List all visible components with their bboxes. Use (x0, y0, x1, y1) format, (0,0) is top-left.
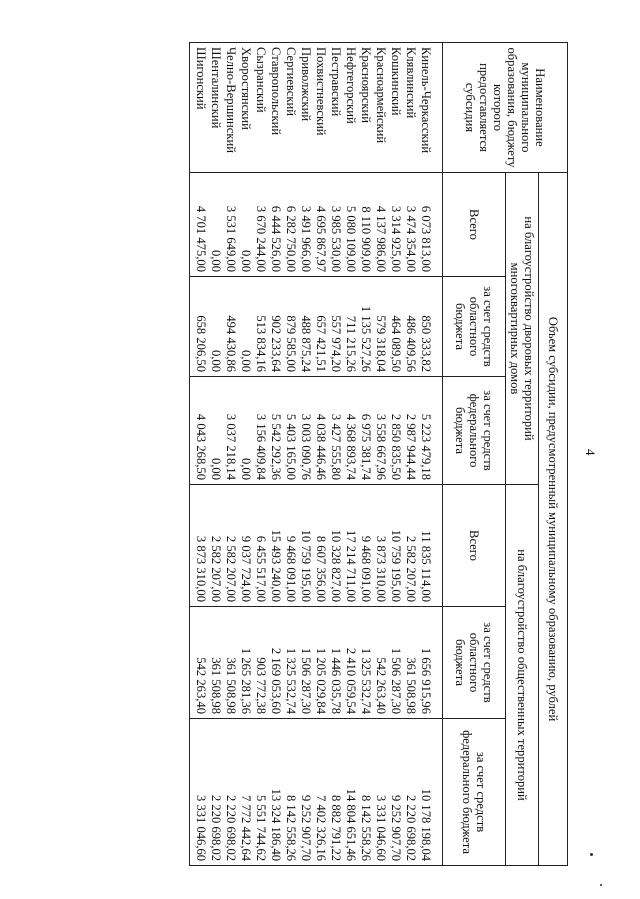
public-regional-cell: 361 508,98 (404, 607, 419, 719)
courtyard-federal-cell: 4 043 268,50 (190, 377, 210, 485)
courtyard-federal-cell: 2 987 944,44 (404, 377, 419, 485)
public-regional-cell: 542 263,40 (190, 607, 210, 719)
header-public-territories: на благоустройство общественных территорий (506, 485, 539, 866)
table-row (404, 43, 419, 866)
table-row (190, 43, 210, 866)
courtyard-regional-cell: 488 875,24 (299, 277, 314, 377)
public-federal-cell: 2 220 698,02 (404, 719, 419, 866)
municipality-name-cell: Сызранский (254, 43, 269, 173)
public-total-cell: 2 582 207,00 (404, 485, 419, 607)
public-regional-cell: 361 508,98 (209, 607, 224, 719)
courtyard-federal-cell: 3 037 218,14 (224, 377, 239, 485)
public-regional-cell: 903 772,38 (254, 607, 269, 719)
public-federal-cell: 3 331 046,60 (374, 719, 389, 866)
public-total-cell: 9 468 091,00 (284, 485, 299, 607)
courtyard-total-cell: 0,00 (209, 173, 224, 277)
courtyard-total-cell: 3 314 925,00 (389, 173, 404, 277)
header-courtyard-federal: за счет средств федерального бюджета (443, 377, 506, 485)
courtyard-total-cell: 4 695 867,97 (314, 173, 329, 277)
table-row (284, 43, 299, 866)
municipality-name-cell: Клявлинский (404, 43, 419, 173)
courtyard-federal-cell: 3 427 555,80 (329, 377, 344, 485)
courtyard-federal-cell: 5 223 479,18 (419, 377, 443, 485)
table-row (239, 43, 254, 866)
public-federal-cell: 7 402 326,16 (314, 719, 329, 866)
public-total-cell: 8 607 356,00 (314, 485, 329, 607)
table-row (359, 43, 374, 866)
courtyard-total-cell: 3 491 966,00 (299, 173, 314, 277)
public-regional-cell: 361 508,98 (224, 607, 239, 719)
public-federal-cell: 9 252 907,70 (389, 719, 404, 866)
public-federal-cell: 7 772 442,64 (239, 719, 254, 866)
public-regional-cell: 542 263,40 (374, 607, 389, 719)
public-regional-cell: 1 205 029,84 (314, 607, 329, 719)
public-total-cell: 10 759 195,00 (389, 485, 404, 607)
header-subsidy-volume: Объем субсидии, предусмотренный муниципальному образованию, рублей (539, 173, 568, 866)
courtyard-federal-cell: 2 850 835,50 (389, 377, 404, 485)
courtyard-total-cell: 3 531 649,00 (224, 173, 239, 277)
public-total-cell: 3 873 310,00 (374, 485, 389, 607)
table-row (314, 43, 329, 866)
public-federal-cell: 8 142 558,26 (284, 719, 299, 866)
courtyard-federal-cell: 4 368 893,74 (344, 377, 359, 485)
table-row (374, 43, 389, 866)
municipality-name-cell: Нефтегорский (344, 43, 359, 173)
courtyard-regional-cell: 879 585,00 (284, 277, 299, 377)
courtyard-federal-cell: 5 542 292,36 (269, 377, 284, 485)
table-row (389, 43, 404, 866)
public-federal-cell: 3 331 046,60 (190, 719, 210, 866)
courtyard-total-cell: 6 282 750,00 (284, 173, 299, 277)
courtyard-federal-cell: 3 558 667,96 (374, 377, 389, 485)
courtyard-total-cell: 4 137 986,00 (374, 173, 389, 277)
municipality-name-cell: Кошкинский (389, 43, 404, 173)
public-regional-cell: 1 325 532,74 (359, 607, 374, 719)
table-row (344, 43, 359, 866)
courtyard-regional-cell: 0,00 (239, 277, 254, 377)
courtyard-regional-cell: 711 215,26 (344, 277, 359, 377)
table-row (224, 43, 239, 866)
public-federal-cell: 2 220 698,02 (224, 719, 239, 866)
public-federal-cell: 8 142 558,26 (359, 719, 374, 866)
courtyard-regional-cell: 658 206,50 (190, 277, 210, 377)
header-courtyard-regional: за счет средств областного бюджета (443, 277, 506, 377)
municipality-name-cell: Красноярский (359, 43, 374, 173)
municipality-name-cell: Похвистневский (314, 43, 329, 173)
public-total-cell: 15 493 240,00 (269, 485, 284, 607)
public-total-cell: 3 873 310,00 (190, 485, 210, 607)
courtyard-total-cell: 3 474 354,00 (404, 173, 419, 277)
municipality-name-cell: Приволжский (299, 43, 314, 173)
courtyard-total-cell: 5 080 109,00 (344, 173, 359, 277)
page-number: 4 (583, 449, 598, 456)
municipality-name-cell: Ставропольский (269, 43, 284, 173)
courtyard-federal-cell: 5 403 165,00 (284, 377, 299, 485)
courtyard-total-cell: 8 110 909,00 (359, 173, 374, 277)
courtyard-federal-cell: 4 038 446,46 (314, 377, 329, 485)
public-total-cell: 10 328 827,00 (329, 485, 344, 607)
public-total-cell: 6 455 517,00 (254, 485, 269, 607)
public-regional-cell: 1 446 035,78 (329, 607, 344, 719)
table-row (419, 43, 443, 866)
table-row (209, 43, 224, 866)
public-total-cell: 11 835 114,00 (419, 485, 443, 607)
public-federal-cell: 2 220 698,02 (209, 719, 224, 866)
municipality-name-cell: Красноармейский (374, 43, 389, 173)
public-total-cell: 2 582 207,00 (224, 485, 239, 607)
municipality-name-cell: Челно-Вершинский (224, 43, 239, 173)
table-body (190, 43, 443, 866)
courtyard-regional-cell: 464 089,50 (389, 277, 404, 377)
courtyard-total-cell: 3 985 530,00 (329, 173, 344, 277)
courtyard-federal-cell: 0,00 (209, 377, 224, 485)
courtyard-regional-cell: 579 318,04 (374, 277, 389, 377)
courtyard-federal-cell: 3 003 090,76 (299, 377, 314, 485)
courtyard-regional-cell: 0,00 (209, 277, 224, 377)
courtyard-federal-cell: 6 975 381,74 (359, 377, 374, 485)
table-row (254, 43, 269, 866)
public-regional-cell: 1 265 281,36 (239, 607, 254, 719)
public-regional-cell: 1 506 287,30 (389, 607, 404, 719)
public-regional-cell: 1 656 915,96 (419, 607, 443, 719)
public-federal-cell: 9 252 907,70 (299, 719, 314, 866)
scan-speck (600, 884, 602, 886)
subsidy-table (189, 42, 568, 866)
public-federal-cell: 13 324 186,40 (269, 719, 284, 866)
public-federal-cell: 10 178 198,04 (419, 719, 443, 866)
scan-speck (590, 853, 593, 856)
public-total-cell: 17 214 711,00 (344, 485, 359, 607)
municipality-name-cell: Пестравский (329, 43, 344, 173)
public-regional-cell: 1 325 532,74 (284, 607, 299, 719)
table-row (269, 43, 284, 866)
table-row (299, 43, 314, 866)
courtyard-regional-cell: 1 135 527,26 (359, 277, 374, 377)
courtyard-regional-cell: 902 233,64 (269, 277, 284, 377)
courtyard-regional-cell: 557 974,20 (329, 277, 344, 377)
public-regional-cell: 1 506 287,30 (299, 607, 314, 719)
public-federal-cell: 5 551 744,62 (254, 719, 269, 866)
public-regional-cell: 2 169 053,60 (269, 607, 284, 719)
header-courtyard-total: Всего (443, 173, 506, 277)
courtyard-regional-cell: 513 834,16 (254, 277, 269, 377)
public-total-cell: 9 468 091,00 (359, 485, 374, 607)
public-total-cell: 10 759 195,00 (299, 485, 314, 607)
courtyard-regional-cell: 850 333,82 (419, 277, 443, 377)
header-public-total: Всего (443, 485, 506, 607)
courtyard-total-cell: 0,00 (239, 173, 254, 277)
courtyard-total-cell: 4 701 475,00 (190, 173, 210, 277)
municipality-name-cell: Сергиевский (284, 43, 299, 173)
municipality-name-cell: Шенталинский (209, 43, 224, 173)
table-header (443, 43, 568, 866)
municipality-name-cell: Хворостянский (239, 43, 254, 173)
municipality-name-cell: Кинель-Черкасский (419, 43, 443, 173)
courtyard-total-cell: 3 670 244,00 (254, 173, 269, 277)
courtyard-regional-cell: 486 409,56 (404, 277, 419, 377)
courtyard-regional-cell: 494 430,86 (224, 277, 239, 377)
courtyard-regional-cell: 657 421,51 (314, 277, 329, 377)
header-municipality: Наименование муниципального образования, бюджету которого предоставляется субсидия (443, 43, 568, 173)
table-row (329, 43, 344, 866)
header-public-federal: за счет средств федерального бюджета (443, 719, 506, 866)
courtyard-federal-cell: 3 156 409,84 (254, 377, 269, 485)
public-total-cell: 2 582 207,00 (209, 485, 224, 607)
public-regional-cell: 2 410 059,54 (344, 607, 359, 719)
municipality-name-cell: Шигонский (190, 43, 210, 173)
courtyard-total-cell: 6 444 526,00 (269, 173, 284, 277)
courtyard-federal-cell: 0,00 (239, 377, 254, 485)
public-federal-cell: 14 804 651,46 (344, 719, 359, 866)
public-federal-cell: 8 882 791,22 (329, 719, 344, 866)
header-courtyard-territories: на благоустройство дворовых территорий многоквартирных домов (506, 173, 539, 485)
public-total-cell: 9 037 724,00 (239, 485, 254, 607)
header-public-regional: за счет средств областного бюджета (443, 607, 506, 719)
courtyard-total-cell: 6 073 813,00 (419, 173, 443, 277)
